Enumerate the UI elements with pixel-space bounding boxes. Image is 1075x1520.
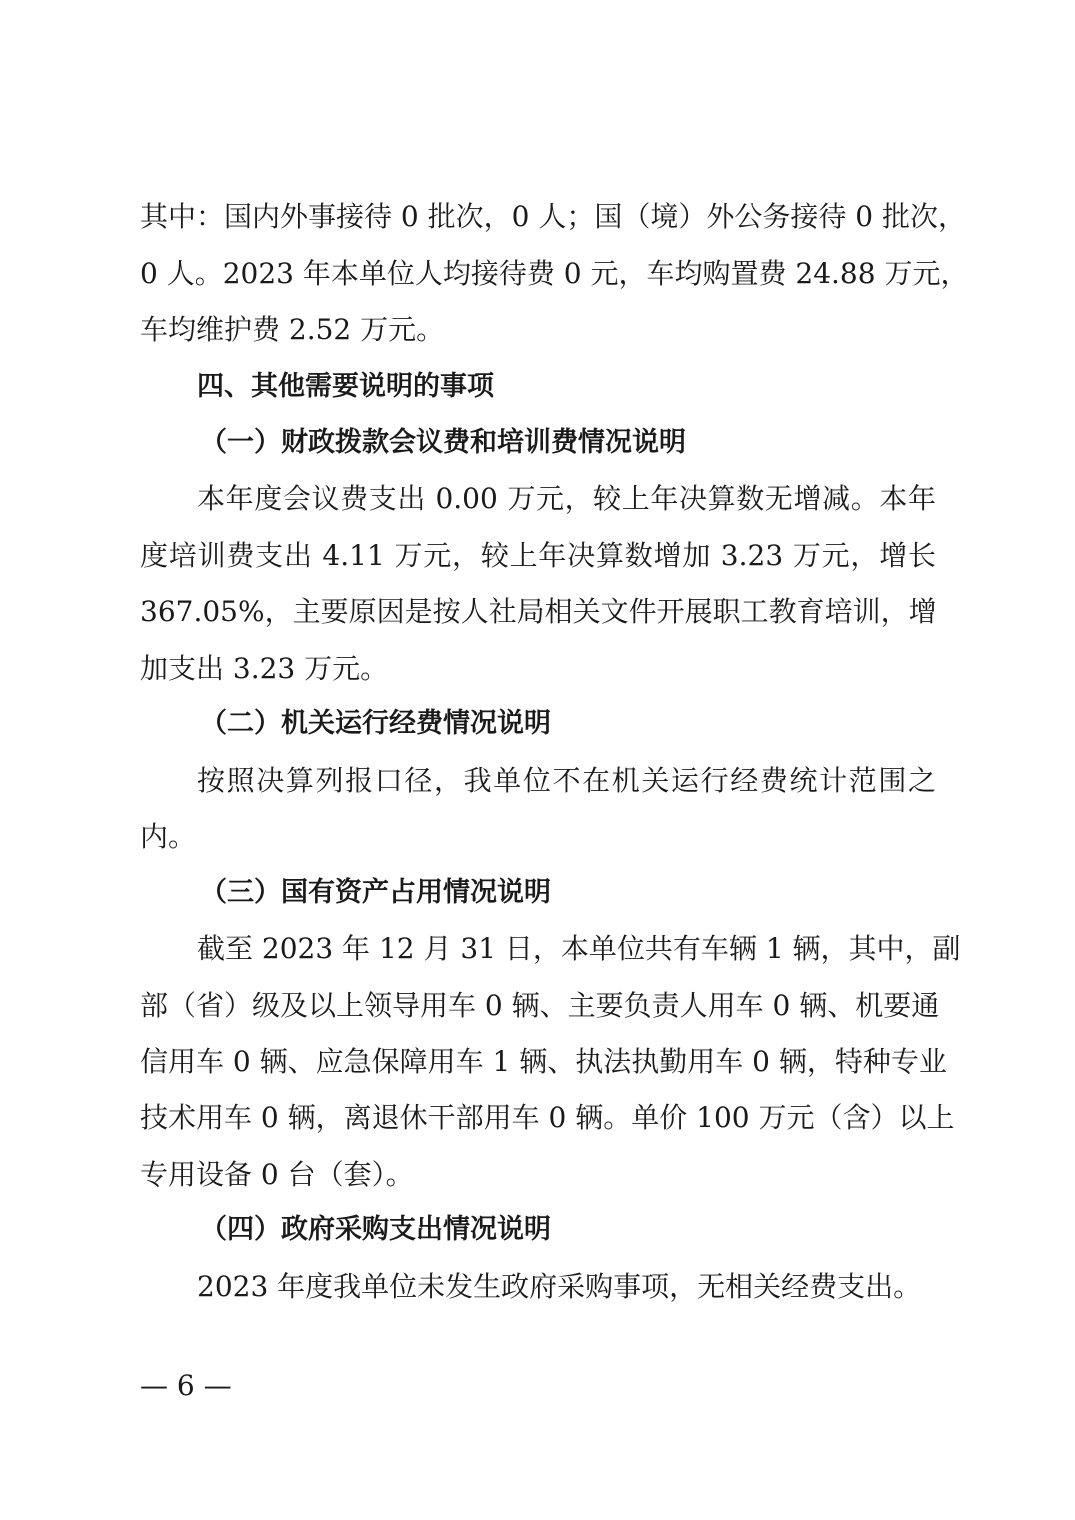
paragraph-line: 专用设备 0 台（套）。 <box>140 1158 414 1191</box>
subsection-heading: （一）财政拨款会议费和培训费情况说明 <box>200 427 686 458</box>
paragraph-line: 内。 <box>140 820 197 853</box>
paragraph-line: 按照决算列报口径，我单位不在机关运行经费统计范围之 <box>197 764 936 797</box>
paragraph-line: 技术用车 0 辆，离退休干部用车 0 辆。单价 100 万元（含）以上 <box>140 1101 955 1134</box>
paragraph-line: 信用车 0 辆、应急保障用车 1 辆、执法执勤用车 0 辆，特种专业 <box>140 1045 947 1078</box>
subsection-heading: （四）政府采购支出情况说明 <box>200 1214 551 1245</box>
section-heading: 四、其他需要说明的事项 <box>197 371 494 402</box>
paragraph-line: 2023 年度我单位未发生政府采购事项，无相关经费支出。 <box>197 1270 922 1303</box>
page-number: — 6 — <box>140 1369 232 1402</box>
subsection-heading: （二）机关运行经费情况说明 <box>200 708 551 739</box>
paragraph-line: 加支出 3.23 万元。 <box>140 652 389 685</box>
paragraph-line: 截至 2023 年 12 月 31 日，本单位共有车辆 1 辆，其中，副 <box>197 932 961 965</box>
paragraph-line: 367.05%，主要原因是按人社局相关文件开展职工教育培训，增 <box>140 595 937 628</box>
paragraph-line: 其中：国内外事接待 0 批次，0 人；国（境）外公务接待 0 批次， <box>140 200 966 233</box>
paragraph-line: 本年度会议费支出 0.00 万元，较上年决算数无增减。本年 <box>197 482 936 515</box>
paragraph-line: 度培训费支出 4.11 万元，较上年决算数增加 3.23 万元，增长 <box>140 539 936 572</box>
paragraph-line: 0 人。2023 年本单位人均接待费 0 元，车均购置费 24.88 万元， <box>140 257 969 290</box>
subsection-heading: （三）国有资产占用情况说明 <box>200 877 551 908</box>
paragraph-line: 部（省）级及以上领导用车 0 辆、主要负责人用车 0 辆、机要通 <box>140 989 940 1022</box>
paragraph-line: 车均维护费 2.52 万元。 <box>140 313 445 346</box>
